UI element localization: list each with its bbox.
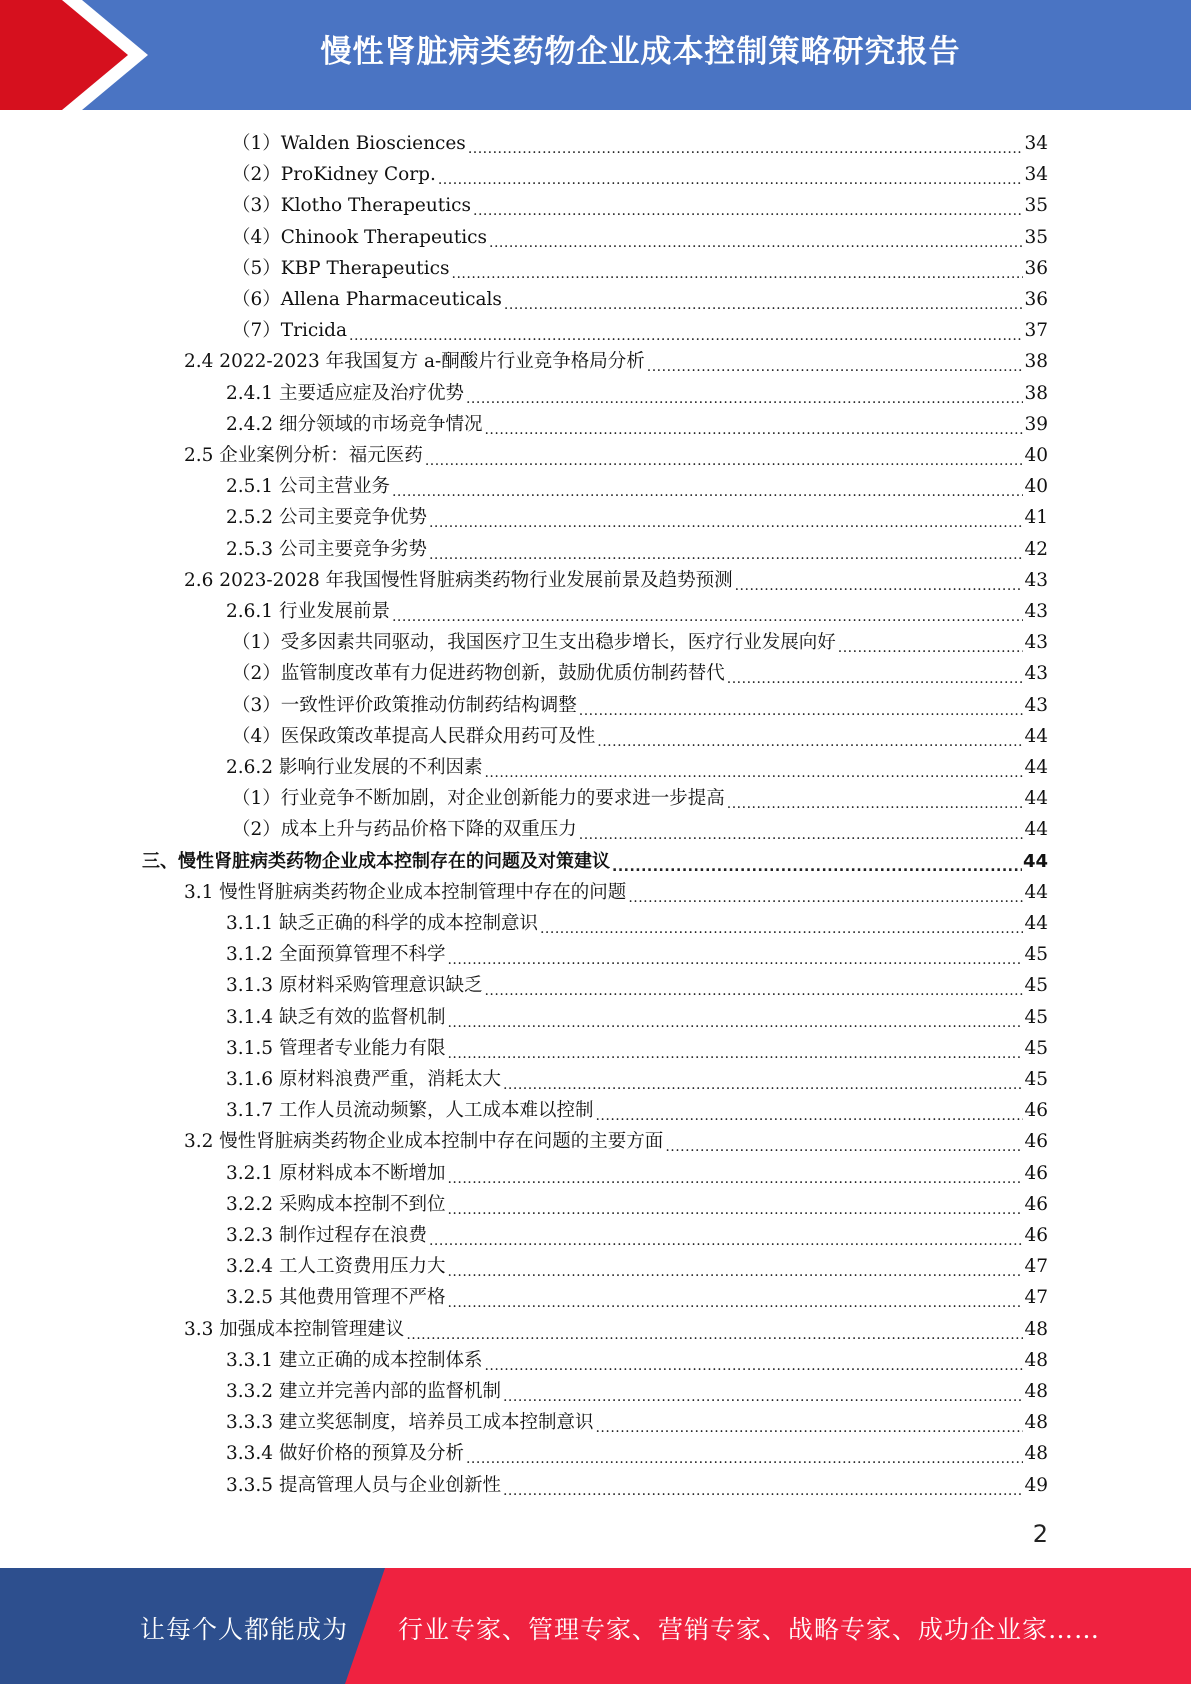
toc-entry-label: （2）ProKidney Corp.	[232, 164, 436, 186]
toc-entry-label: 3.1.5 管理者专业能力有限	[226, 1037, 446, 1059]
toc-leader-dots	[735, 565, 1024, 596]
toc-entry-page: 36	[1024, 257, 1048, 279]
toc-leader-dots	[484, 1345, 1023, 1376]
toc-entry-label: 3.1.6 原材料浪费严重，消耗太大	[226, 1069, 501, 1090]
toc-leader-dots	[503, 1064, 1023, 1095]
toc-entry-page: 44	[1024, 913, 1048, 934]
toc-entry[interactable]	[226, 1002, 1048, 1033]
toc-entry-page: 46	[1024, 1131, 1048, 1153]
toc-entry-page: 44	[1024, 725, 1048, 747]
toc-entry-label: （1）Walden Biosciences	[232, 133, 466, 154]
toc-entry-label: 2.5.2 公司主要竞争优势	[226, 507, 427, 529]
toc-entry-page: 44	[1024, 819, 1048, 841]
report-title: 慢性肾脏病类药物企业成本控制策略研究报告	[320, 34, 961, 70]
toc-entry-page: 44	[1024, 757, 1048, 778]
toc-leader-dots	[647, 346, 1024, 377]
toc-leader-dots	[447, 1158, 1023, 1189]
toc-entry[interactable]	[232, 128, 1048, 159]
toc-entry-label: 3.2 慢性肾脏病类药物企业成本控制中存在问题的主要方面	[184, 1131, 664, 1153]
toc-entry-page: 35	[1024, 195, 1048, 217]
toc-entry[interactable]	[232, 190, 1048, 221]
toc-entry-label: 3.3.3 建立奖惩制度，培养员工成本控制意识	[226, 1412, 594, 1434]
toc-entry[interactable]	[232, 284, 1048, 315]
toc-leader-dots	[349, 315, 1023, 346]
toc-entry-label: 2.5.3 公司主要竞争劣势	[226, 538, 427, 560]
page-number: 2	[1032, 1520, 1048, 1548]
toc-leader-dots	[392, 471, 1023, 502]
page-footer	[0, 1568, 1191, 1684]
toc-entry-page: 43	[1024, 601, 1048, 622]
toc-entry-label: （1）受多因素共同驱动，我国医疗卫生支出稳步增长，医疗行业发展向好	[232, 632, 836, 654]
toc-entry-label: 3.1.1 缺乏正确的科学的成本控制意识	[226, 913, 538, 934]
toc-leader-dots	[595, 1095, 1023, 1126]
toc-entry-page: 43	[1024, 694, 1048, 716]
toc-entry-page: 46	[1024, 1225, 1048, 1246]
toc-entry-page: 48	[1024, 1443, 1048, 1465]
toc-entry[interactable]	[232, 721, 1048, 752]
toc-leader-dots	[429, 502, 1023, 533]
toc-leader-dots	[503, 1470, 1023, 1501]
toc-entry-page: 45	[1024, 975, 1048, 997]
toc-leader-dots	[392, 596, 1023, 627]
toc-entry[interactable]	[232, 315, 1048, 346]
toc-entry[interactable]	[226, 1282, 1048, 1313]
toc-leader-dots	[727, 658, 1024, 689]
toc-entry[interactable]	[184, 565, 1048, 596]
toc-entry-page: 42	[1024, 538, 1048, 560]
toc-entry-label: 3.3.1 建立正确的成本控制体系	[226, 1349, 483, 1371]
toc-entry[interactable]	[184, 877, 1048, 908]
toc-leader-dots	[429, 534, 1023, 565]
toc-entry[interactable]	[232, 814, 1048, 845]
toc-entry[interactable]	[232, 253, 1048, 284]
toc-entry-page: 45	[1024, 1037, 1048, 1059]
toc-leader-dots	[429, 1220, 1023, 1251]
toc-leader-dots	[447, 939, 1023, 970]
toc-entry-label: 3.1.4 缺乏有效的监督机制	[226, 1006, 446, 1028]
toc-entry[interactable]	[232, 627, 1048, 658]
toc-leader-dots	[473, 190, 1023, 221]
toc-entry-page: 45	[1024, 944, 1048, 966]
toc-entry-page: 49	[1024, 1474, 1048, 1496]
toc-entry[interactable]	[232, 690, 1048, 721]
toc-leader-dots	[447, 1282, 1023, 1313]
toc-entry-page: 41	[1024, 507, 1048, 529]
toc-entry[interactable]	[226, 1189, 1048, 1220]
toc-entry[interactable]	[226, 471, 1048, 502]
toc-entry-label: 2.5 企业案例分析：福元医药	[184, 445, 423, 466]
toc-entry-page: 38	[1024, 382, 1048, 404]
toc-entry[interactable]	[226, 1095, 1048, 1126]
toc-entry-label: 3.2.1 原材料成本不断增加	[226, 1162, 446, 1184]
toc-entry-label: 3.1.2 全面预算管理不科学	[226, 944, 446, 966]
toc-entry-label: 3.3.5 提高管理人员与企业创新性	[226, 1474, 501, 1496]
toc-entry-label: 2.4 2022-2023 年我国复方 a-酮酸片行业竞争格局分析	[184, 351, 645, 373]
toc-entry-page: 40	[1024, 476, 1048, 498]
toc-entry-label: 2.4.1 主要适应症及治疗优势	[226, 382, 464, 404]
toc-entry[interactable]	[184, 440, 1048, 471]
toc-entry[interactable]	[226, 378, 1048, 409]
toc-leader-dots	[406, 1314, 1023, 1345]
page-header	[0, 0, 1191, 110]
toc-entry-page: 39	[1024, 413, 1048, 435]
toc-entry-page: 43	[1024, 632, 1048, 654]
toc-leader-dots	[484, 752, 1023, 783]
toc-leader-dots	[466, 378, 1023, 409]
toc-entry-label: 2.6.1 行业发展前景	[226, 601, 390, 622]
toc-entry-page: 48	[1024, 1412, 1048, 1434]
toc-entry[interactable]	[226, 1470, 1048, 1501]
toc-entry[interactable]	[232, 658, 1048, 689]
footer-slogan-left: 让每个人都能成为	[140, 1615, 349, 1644]
toc-leader-dots	[438, 159, 1024, 190]
toc-leader-dots	[425, 440, 1024, 471]
toc-entry[interactable]	[184, 1314, 1048, 1345]
toc-entry-page: 48	[1024, 1318, 1048, 1340]
toc-entry-page: 38	[1024, 351, 1048, 373]
toc-entry-label: （3）一致性评价政策推动仿制药结构调整	[232, 694, 577, 716]
toc-entry-label: （4）医保政策改革提高人民群众用药可及性	[232, 725, 596, 747]
toc-entry-label: （5）KBP Therapeutics	[232, 257, 450, 279]
toc-entry[interactable]	[226, 908, 1048, 939]
toc-entry[interactable]	[226, 1345, 1048, 1376]
toc-entry-label: 三、慢性肾脏病类药物企业成本控制存在的问题及对策建议	[142, 850, 610, 872]
toc-leader-dots	[447, 1033, 1023, 1064]
toc-leader-dots	[628, 877, 1023, 908]
toc-leader-dots	[466, 1438, 1023, 1469]
toc-entry[interactable]	[226, 502, 1048, 533]
toc-entry-label: （1）行业竞争不断加剧，对企业创新能力的要求进一步提高	[232, 788, 725, 810]
toc-entry[interactable]	[226, 1158, 1048, 1189]
toc-entry-page: 44	[1024, 881, 1048, 903]
toc-leader-dots	[447, 1002, 1023, 1033]
toc-leader-dots	[597, 721, 1023, 752]
toc-entry-page: 46	[1024, 1100, 1048, 1122]
toc-entry[interactable]	[184, 1126, 1048, 1157]
toc-entry[interactable]	[226, 1407, 1048, 1438]
toc-entry[interactable]	[142, 846, 1048, 877]
toc-entry[interactable]	[226, 1033, 1048, 1064]
toc-leader-dots	[468, 128, 1024, 159]
toc-entry-label: 3.2.2 采购成本控制不到位	[226, 1193, 446, 1215]
toc-entry-label: （6）Allena Pharmaceuticals	[232, 289, 502, 310]
toc-leader-dots	[579, 814, 1024, 845]
toc-entry[interactable]	[226, 970, 1048, 1001]
toc-entry-page: 34	[1024, 133, 1048, 154]
toc-entry[interactable]	[226, 1251, 1048, 1282]
toc-entry-label: 3.3 加强成本控制管理建议	[184, 1318, 405, 1340]
toc-entry-label: 3.3.2 建立并完善内部的监督机制	[226, 1381, 501, 1402]
toc-entry[interactable]	[232, 783, 1048, 814]
toc-entry-page: 47	[1024, 1256, 1048, 1278]
toc-entry-label: （7）Tricida	[232, 320, 348, 342]
toc-entry-page: 37	[1024, 320, 1048, 342]
toc-entry[interactable]	[232, 222, 1048, 253]
toc-entry[interactable]	[226, 1438, 1048, 1469]
toc-entry-page: 34	[1024, 164, 1048, 186]
toc-leader-dots	[489, 222, 1023, 253]
toc-leader-dots	[665, 1126, 1023, 1157]
toc-leader-dots	[484, 970, 1023, 1001]
toc-entry-label: 2.6 2023-2028 年我国慢性肾脏病类药物行业发展前景及趋势预测	[184, 569, 733, 591]
toc-leader-dots	[838, 627, 1024, 658]
toc-entry-label: 3.1 慢性肾脏病类药物企业成本控制管理中存在的问题	[184, 881, 627, 903]
toc-entry[interactable]	[226, 752, 1048, 783]
toc-entry-label: （3）Klotho Therapeutics	[232, 195, 472, 217]
toc-entry-page: 40	[1024, 445, 1048, 466]
toc-entry-label: （2）监管制度改革有力促进药物创新，鼓励优质仿制药替代	[232, 663, 725, 685]
toc-entry-page: 43	[1024, 569, 1048, 591]
toc-leader-dots	[484, 409, 1023, 440]
toc-leader-dots	[452, 253, 1024, 284]
toc-entry-page: 47	[1024, 1287, 1048, 1309]
toc-entry-label: 2.6.2 影响行业发展的不利因素	[226, 757, 483, 778]
toc-entry-page: 48	[1024, 1349, 1048, 1371]
toc-entry-label: 3.1.7 工作人员流动频繁，人工成本难以控制	[226, 1100, 594, 1122]
toc-leader-dots	[612, 846, 1022, 877]
toc-entry-label: 2.4.2 细分领域的市场竞争情况	[226, 413, 483, 435]
toc-entry-page: 36	[1024, 289, 1048, 310]
toc-entry-label: 3.2.4 工人工资费用压力大	[226, 1256, 446, 1278]
toc-leader-dots	[579, 690, 1024, 721]
toc-entry-page: 46	[1024, 1193, 1048, 1215]
toc-entry[interactable]	[184, 346, 1048, 377]
toc-leader-dots	[595, 1407, 1023, 1438]
toc-entry-page: 46	[1024, 1162, 1048, 1184]
toc-entry[interactable]	[226, 1064, 1048, 1095]
toc-leader-dots	[504, 284, 1024, 315]
toc-entry-label: （2）成本上升与药品价格下降的双重压力	[232, 819, 577, 841]
toc-entry-page: 45	[1024, 1006, 1048, 1028]
toc-entry-label: 3.1.3 原材料采购管理意识缺乏	[226, 975, 483, 997]
toc-leader-dots	[540, 908, 1023, 939]
toc-leader-dots	[447, 1251, 1023, 1282]
toc-entry[interactable]	[226, 534, 1048, 565]
toc-entry-label: 3.2.5 其他费用管理不严格	[226, 1287, 446, 1309]
toc-entry[interactable]	[226, 596, 1048, 627]
toc-entry[interactable]	[232, 159, 1048, 190]
toc-entry-label: 2.5.1 公司主营业务	[226, 476, 390, 498]
toc-entry-label: 3.2.3 制作过程存在浪费	[226, 1225, 427, 1246]
toc-entry[interactable]	[226, 1376, 1048, 1407]
toc-entry-page: 43	[1024, 663, 1048, 685]
toc-entry-label: （4）Chinook Therapeutics	[232, 226, 488, 248]
toc-leader-dots	[503, 1376, 1023, 1407]
toc-entry[interactable]	[226, 409, 1048, 440]
toc-entry[interactable]	[226, 1220, 1048, 1251]
toc-entry-page: 35	[1024, 226, 1048, 248]
toc-entry-page: 44	[1024, 788, 1048, 810]
toc-leader-dots	[447, 1189, 1023, 1220]
toc-entry-page: 48	[1024, 1381, 1048, 1402]
toc-entry[interactable]	[226, 939, 1048, 970]
toc-entry-page: 44	[1022, 850, 1048, 872]
toc-entry-page: 45	[1024, 1069, 1048, 1090]
footer-slogan-right: 行业专家、管理专家、营销专家、战略专家、成功企业家……	[398, 1615, 1101, 1644]
toc-entry-label: 3.3.4 做好价格的预算及分析	[226, 1443, 464, 1465]
toc-leader-dots	[727, 783, 1024, 814]
